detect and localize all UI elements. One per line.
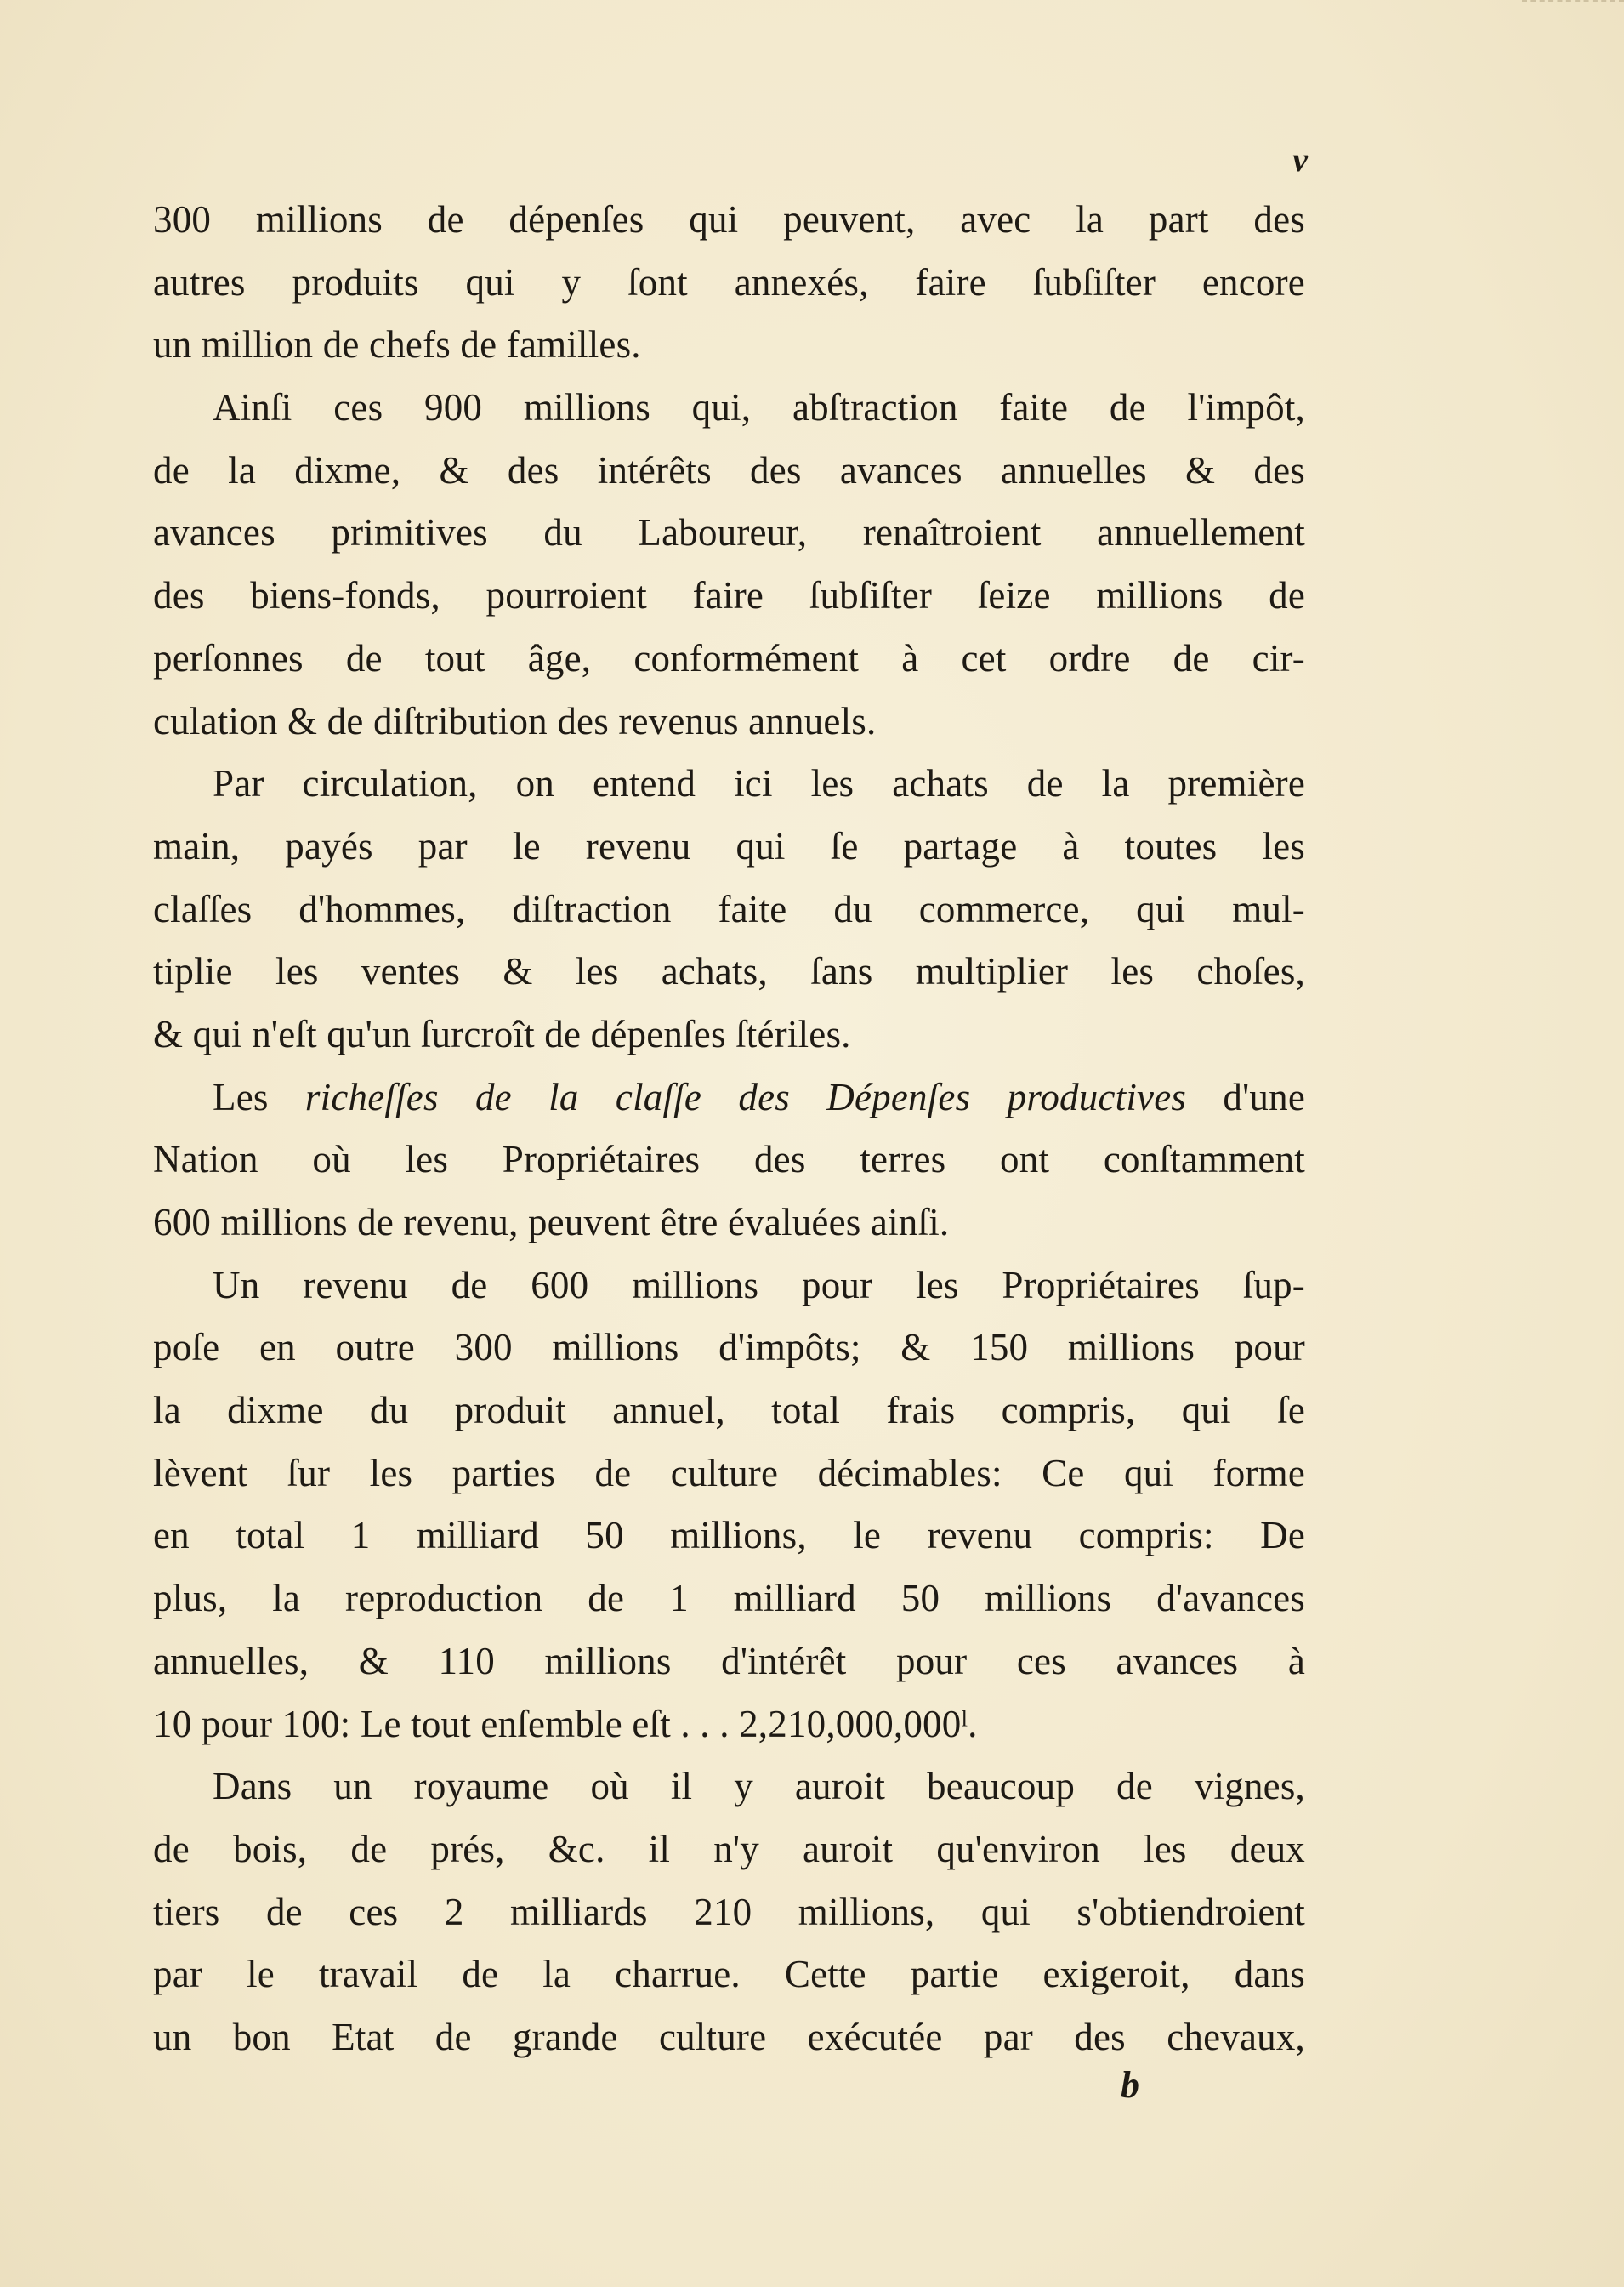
- text-line: par le travail de la charrue. Cette partie exigeroit, dans: [153, 1953, 1305, 1996]
- signature-mark: b: [1121, 2064, 1139, 2106]
- text-line: poſe en outre 300 millions d'impôts; & 150 millions pour: [153, 1326, 1305, 1369]
- text-line: lèvent ſur les parties de culture décimables: Ce qui forme: [153, 1451, 1305, 1494]
- text-line: 10 pour 100: Le tout enſemble eſt . . . 2,210,000,000ˡ.: [153, 1702, 978, 1745]
- text-line: Ainſi ces 900 millions qui, abſtraction faite de l'impôt,: [213, 386, 1305, 430]
- text-line: annuelles, & 110 millions d'intérêt pour ces avances à: [153, 1639, 1305, 1682]
- text-line: Un revenu de 600 millions pour les Propriétaires ſup-: [213, 1263, 1305, 1306]
- text-line: perſonnes de tout âge, conformément à cet ordre de cir-: [153, 636, 1305, 680]
- italic-phrase: richeſſes de la claſſe des Dépenſes productives: [304, 1075, 1187, 1118]
- text-segment: Les: [213, 1075, 305, 1118]
- text-line: de la dixme, & des intérêts des avances annuelles & des: [153, 448, 1305, 492]
- text-line: claſſes d'hommes, diſtraction faite du commerce, qui mul-: [153, 887, 1305, 930]
- page-number: v: [1292, 140, 1308, 179]
- text-line: plus, la reproduction de 1 milliard 50 millions d'avances: [153, 1577, 1305, 1620]
- text-line: main, payés par le revenu qui ſe partage à toutes les: [153, 824, 1305, 868]
- text-line: Dans un royaume où il y auroit beaucoup de vignes,: [213, 1765, 1305, 1808]
- text-line: tiers de ces 2 milliards 210 millions, qui s'obtiendroient: [153, 1890, 1305, 1933]
- text-line: un bon Etat de grande culture exécutée par des chevaux,: [153, 2015, 1305, 2058]
- text-line: de bois, de prés, &c. il n'y auroit qu'environ les deux: [153, 1827, 1305, 1870]
- text-line: tiplie les ventes & les achats, ſans multiplier les choſes,: [153, 950, 1305, 993]
- text-line: Par circulation, on entend ici les achats de la première: [213, 762, 1305, 805]
- text-line: Nation où les Propriétaires des terres ont conſtamment: [153, 1138, 1305, 1181]
- text-line: autres produits qui y ſont annexés, faire ſubſiſter encore: [153, 260, 1305, 304]
- text-segment: d'une: [1186, 1075, 1306, 1118]
- page-edge-mark: [1522, 0, 1624, 7]
- text-line: & qui n'eſt qu'un ſurcroît de dépenſes ſtériles.: [153, 1012, 851, 1055]
- text-line: avances primitives du Laboureur, renaîtroient annuellement: [153, 511, 1305, 555]
- text-line: 300 millions de dépenſes qui peuvent, avec la part des: [153, 198, 1305, 241]
- text-line: en total 1 milliard 50 millions, le revenu compris: De: [153, 1514, 1305, 1557]
- text-line: des biens-fonds, pourroient faire ſubſiſter ſeize millions de: [153, 574, 1305, 617]
- text-line: un million de chefs de familles.: [153, 323, 641, 367]
- text-line: 600 millions de revenu, peuvent être évaluées ainſi.: [153, 1201, 950, 1243]
- text-line: [153, 1067, 1305, 1129]
- text-line: culation & de diſtribution des revenus annuels.: [153, 699, 877, 742]
- text-line: la dixme du produit annuel, total frais compris, qui ſe: [153, 1389, 1305, 1432]
- body-text: [153, 189, 1305, 2069]
